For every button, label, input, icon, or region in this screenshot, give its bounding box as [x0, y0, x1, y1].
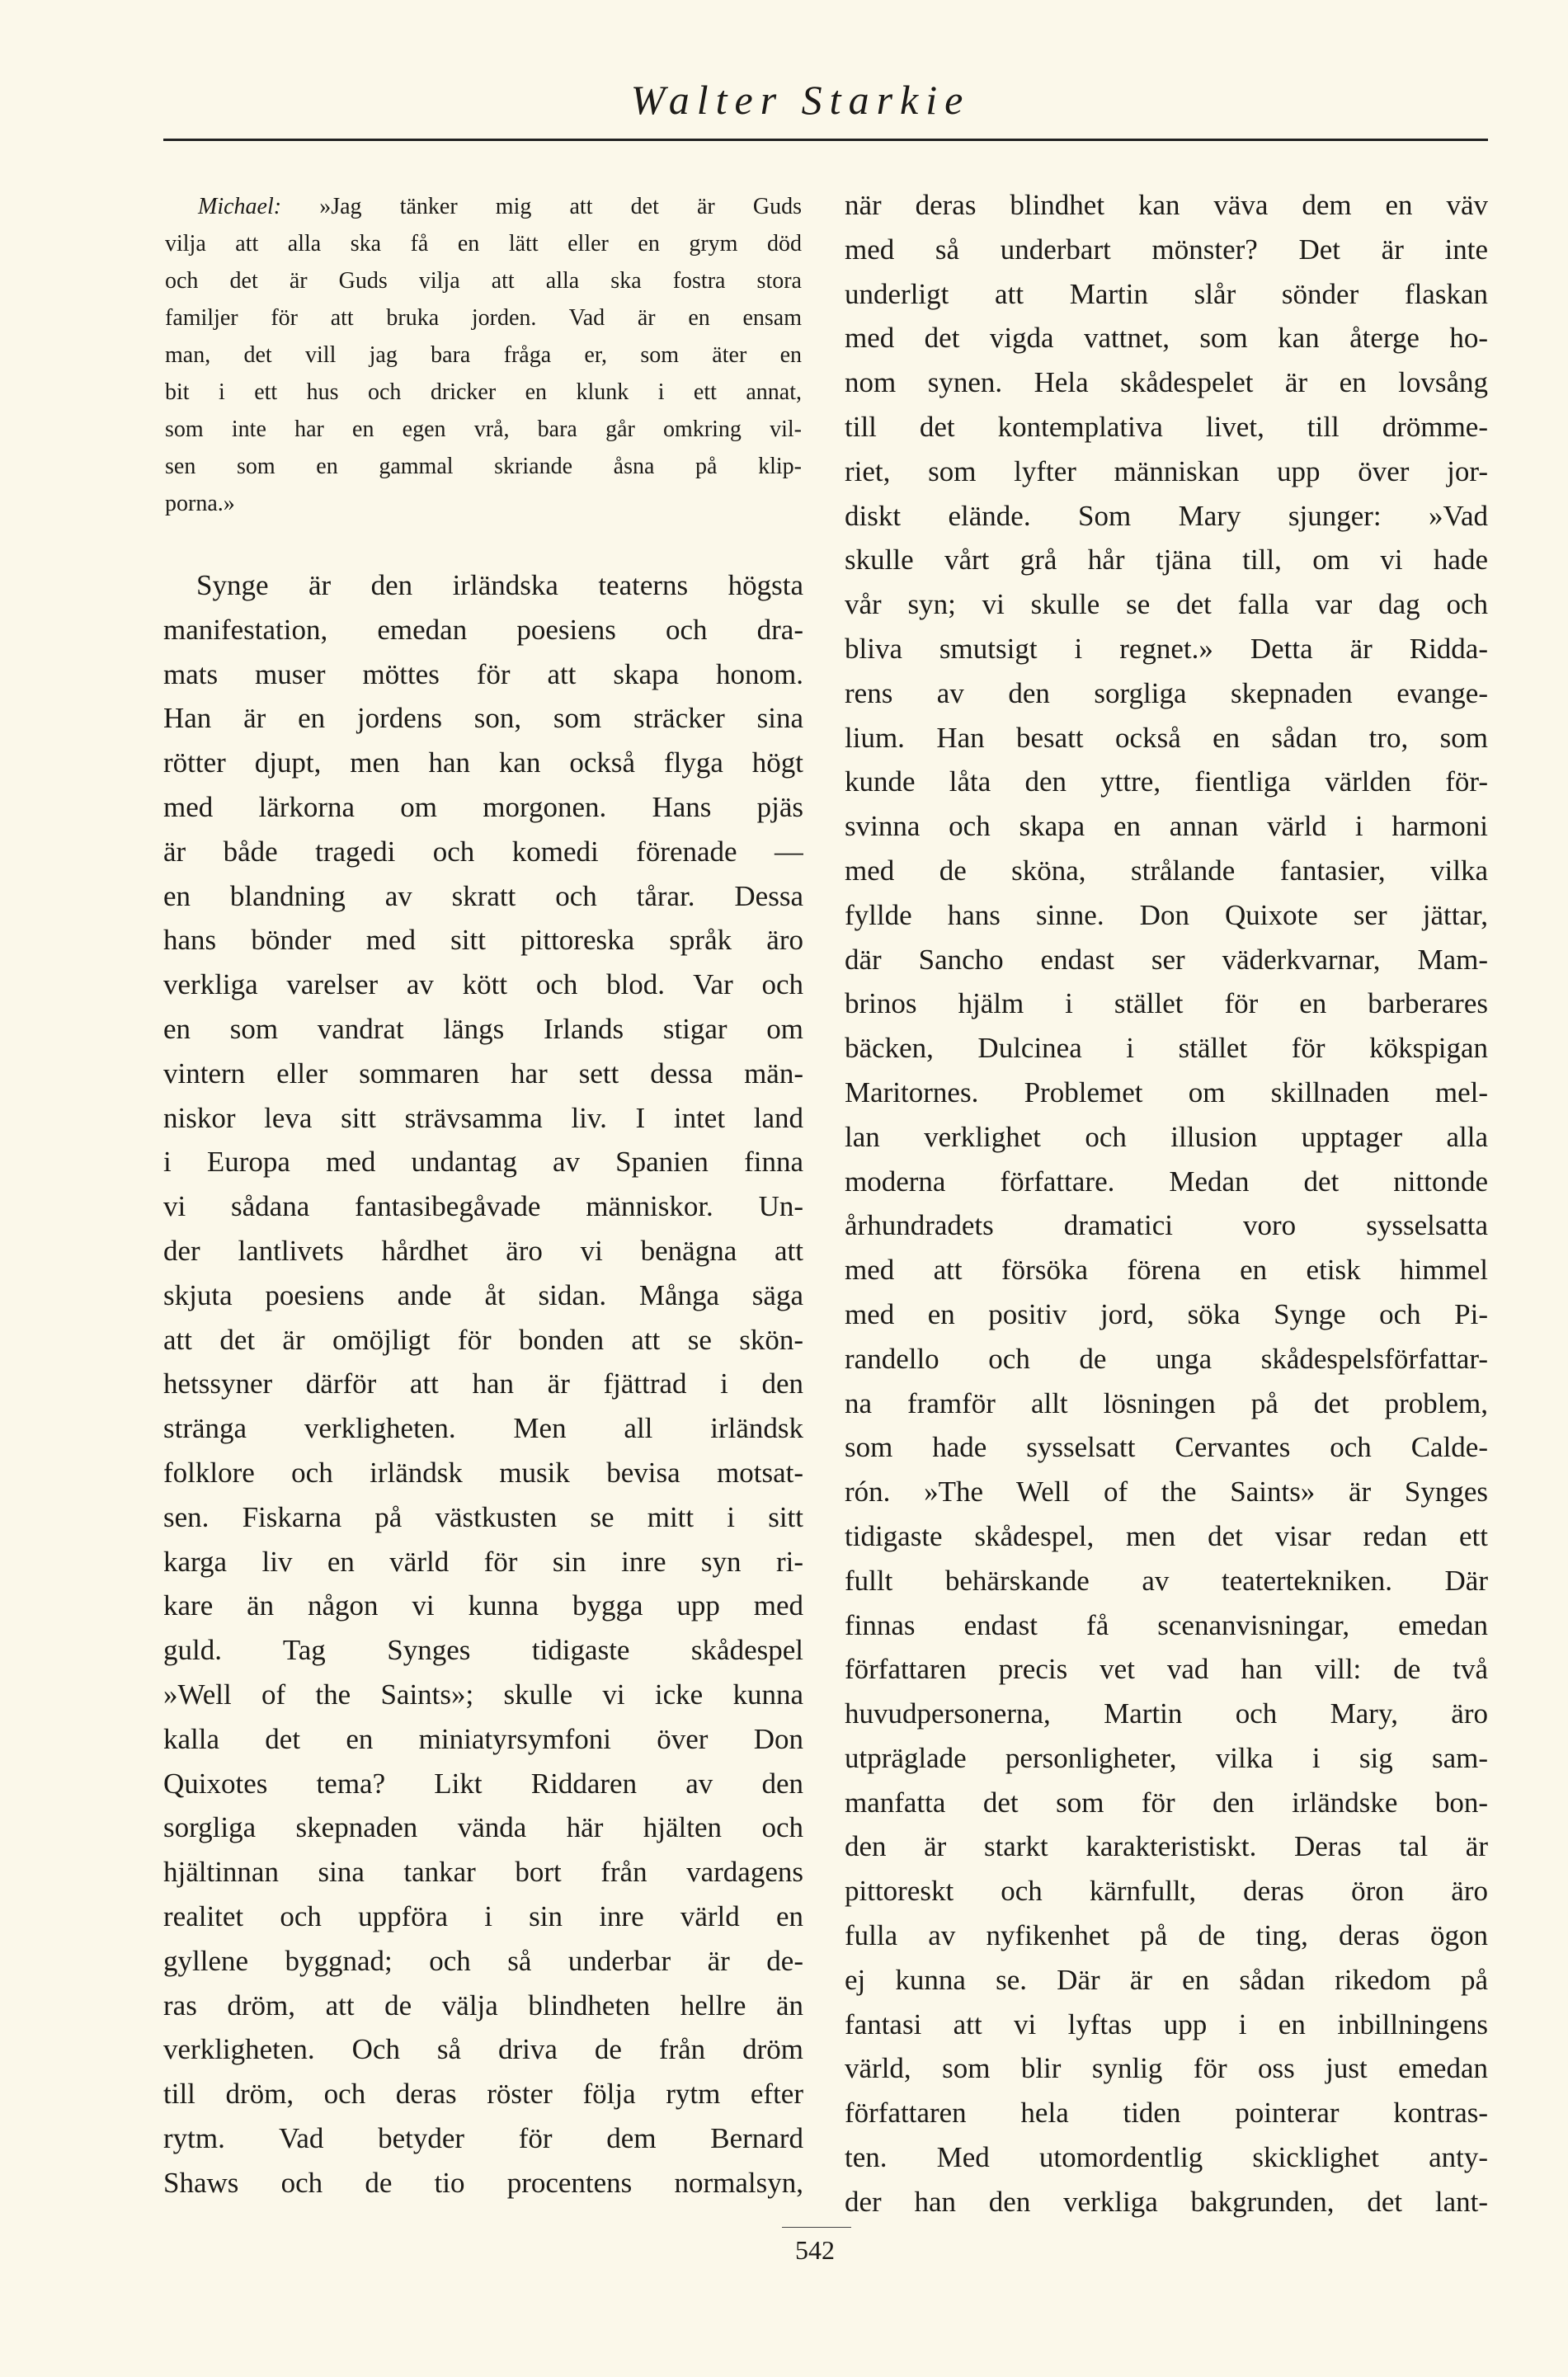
text-line: att det är omöjligt för bonden att se skön- [163, 1323, 803, 1356]
text-line: vintern eller sommaren har sett dessa män- [163, 1057, 803, 1090]
text-line: hans bönder med sitt pittoreska språk äro [163, 924, 803, 957]
text-line: brinos hjälm i stället för en barberares [845, 987, 1488, 1020]
text-line: lan verklighet och illusion upptager alla [845, 1120, 1488, 1153]
text-line: familjer för att bruka jorden. Vad är en ensam [165, 305, 802, 331]
text-line: sen som en gammal skriande åsna på klip- [165, 454, 802, 479]
text-line: na framför allt lösningen på det problem, [845, 1386, 1488, 1419]
text-line: ten. Med utomordentlig skicklighet anty- [845, 2141, 1488, 2174]
text-line: fantasi att vi lyftas upp i en inbillningens [845, 2008, 1488, 2040]
text-line: är både tragedi och komedi förenade — [163, 835, 803, 868]
text-line: kunde låta den yttre, fientliga världen för- [845, 765, 1488, 798]
text-line: författaren hela tiden pointerar kontras- [845, 2097, 1488, 2130]
quote-first-line: »Jag tänker mig att det är Guds [319, 194, 802, 219]
text-line: randello och de unga skådespelsförfattar- [845, 1342, 1488, 1375]
text-line: pittoreskt och kärnfullt, deras öron äro [845, 1875, 1488, 1908]
text-line: utpräglade personligheter, vilka i sig sam- [845, 1741, 1488, 1774]
text-line: ras dröm, att de välja blindheten hellre än [163, 1989, 803, 2022]
text-line: med lärkorna om morgonen. Hans pjäs [163, 790, 803, 823]
text-line: porna.» [165, 491, 235, 516]
text-line: ej kunna se. Där är en sådan rikedom på [845, 1963, 1488, 1996]
text-line: Synge är den irländska teaterns högsta [196, 569, 803, 601]
text-line: fulla av nyfikenhet på de ting, deras ögon [845, 1919, 1488, 1952]
text-line: med att försöka förena en etisk himmel [845, 1254, 1488, 1287]
quote-speaker: Michael: [198, 194, 282, 219]
text-line: »Well of the Saints»; skulle vi icke kunna [163, 1678, 803, 1711]
text-line: som inte har en egen vrå, bara går omkring vil- [165, 417, 802, 442]
text-line: författaren precis vet vad han vill: de två [845, 1653, 1488, 1686]
text-line: bliva smutsigt i regnet.» Detta är Ridda- [845, 632, 1488, 665]
quote-line [165, 188, 802, 225]
text-line: guld. Tag Synges tidigaste skådespel [163, 1634, 803, 1667]
text-line: i Europa med undantag av Spanien finna [163, 1146, 803, 1179]
text-line: när deras blindhet kan väva dem en väv [845, 189, 1488, 221]
text-line: riet, som lyfter människan upp över jor- [845, 454, 1488, 487]
text-line: sen. Fiskarna på västkusten se mitt i sitt [163, 1500, 803, 1533]
text-line: bäcken, Dulcinea i stället för kökspigan [845, 1032, 1488, 1065]
left-column [163, 563, 803, 2205]
text-line: som hade sysselsatt Cervantes och Calde- [845, 1431, 1488, 1464]
text-line: stränga verkligheten. Men all irländsk [163, 1412, 803, 1445]
running-header: Walter Starkie [630, 77, 971, 123]
text-line: mats muser möttes för att skapa honom. [163, 657, 803, 690]
text-line: med de sköna, strålande fantasier, vilka [845, 854, 1488, 887]
text-line: där Sancho endast ser väderkvarnar, Mam- [845, 943, 1488, 976]
text-line: och det är Guds vilja att alla ska fostra stora [165, 268, 802, 294]
text-line: gyllene byggnad; och så underbar är de- [163, 1944, 803, 1977]
text-line: med det vigda vattnet, som kan återge ho- [845, 322, 1488, 355]
text-line: en som vandrat längs Irlands stigar om [163, 1012, 803, 1045]
text-line: verkliga varelser av kött och blod. Var och [163, 968, 803, 1001]
text-line: fyllde hans sinne. Don Quixote ser jättar, [845, 898, 1488, 931]
text-line: kalla det en miniatyrsymfoni över Don [163, 1722, 803, 1755]
text-line: manfatta det som för den irländske bon- [845, 1786, 1488, 1819]
text-line: fullt behärskande av teatertekniken. Där [845, 1564, 1488, 1597]
page-number: 542 [795, 2235, 835, 2265]
text-line: till det kontemplativa livet, till drömme- [845, 410, 1488, 443]
text-line: den är starkt karakteristiskt. Deras tal är [845, 1830, 1488, 1863]
text-line: verkligheten. Och så driva de från dröm [163, 2033, 803, 2066]
text-line: rens av den sorgliga skepnaden evange- [845, 676, 1488, 709]
text-line: tidigaste skådespel, men det visar redan ett [845, 1519, 1488, 1552]
page-number-rule [782, 2227, 851, 2228]
text-line: århundradets dramatici voro sysselsatta [845, 1209, 1488, 1242]
text-line: diskt elände. Som Mary sjunger: »Vad [845, 499, 1488, 532]
text-line: vilja att alla ska få en lätt eller en grym död [165, 231, 802, 257]
text-line: rötter djupt, men han kan också flyga högt [163, 746, 803, 779]
text-line: med så underbart mönster? Det är inte [845, 233, 1488, 266]
text-line: till dröm, och deras röster följa rytm efter [163, 2078, 803, 2111]
text-line: realitet och uppföra i sin inre värld en [163, 1899, 803, 1932]
text-line: vi sådana fantasibegåvade människor. Un- [163, 1190, 803, 1223]
text-line: med en positiv jord, söka Synge och Pi- [845, 1297, 1488, 1330]
text-line: folklore och irländsk musik bevisa motsat- [163, 1456, 803, 1489]
text-line: Quixotes tema? Likt Riddaren av den [163, 1767, 803, 1800]
text-line: hjältinnan sina tankar bort från vardagens [163, 1856, 803, 1889]
text-line: moderna författare. Medan det nittonde [845, 1165, 1488, 1198]
text-line: Han är en jordens son, som sträcker sina [163, 702, 803, 735]
text-line: underligt att Martin slår sönder flaskan [845, 277, 1488, 310]
text-line: vår syn; vi skulle se det falla var dag och [845, 588, 1488, 621]
quote-block [165, 188, 802, 522]
text-line: der lantlivets hårdhet äro vi benägna att [163, 1234, 803, 1267]
text-line: en blandning av skratt och tårar. Dessa [163, 879, 803, 912]
right-column [845, 183, 1488, 2224]
text-line: finnas endast få scenanvisningar, emedan [845, 1608, 1488, 1641]
text-line: skjuta poesiens ande åt sidan. Många säga [163, 1278, 803, 1311]
text-line: bit i ett hus och dricker en klunk i ett annat, [165, 379, 802, 405]
text-line: sorgliga skepnaden vända här hjälten och [163, 1811, 803, 1844]
text-line: Shaws och de tio procentens normalsyn, [163, 2166, 803, 2199]
text-line: nom synen. Hela skådespelet är en lovsång [845, 366, 1488, 399]
text-line: rytm. Vad betyder för dem Bernard [163, 2121, 803, 2154]
text-line: svinna och skapa en annan värld i harmoni [845, 810, 1488, 843]
text-line: manifestation, emedan poesiens och dra- [163, 613, 803, 646]
header-rule [163, 139, 1488, 141]
text-line: rón. »The Well of the Saints» är Synges [845, 1476, 1488, 1509]
text-line: niskor leva sitt strävsamma liv. I intet land [163, 1101, 803, 1134]
text-line: skulle vårt grå hår tjäna till, om vi hade [845, 544, 1488, 577]
text-line: lium. Han besatt också en sådan tro, som [845, 721, 1488, 754]
text-line: kare än någon vi kunna bygga upp med [163, 1589, 803, 1622]
text-line: hetssyner därför att han är fjättrad i den [163, 1367, 803, 1400]
text-line: karga liv en värld för sin inre syn ri- [163, 1545, 803, 1578]
text-line: huvudpersonerna, Martin och Mary, äro [845, 1697, 1488, 1730]
text-line: man, det vill jag bara fråga er, som äter en [165, 342, 802, 368]
text-line: Maritornes. Problemet om skillnaden mel- [845, 1076, 1488, 1108]
text-line: värld, som blir synlig för oss just emedan [845, 2052, 1488, 2085]
text-line: der han den verkliga bakgrunden, det lant- [845, 2185, 1488, 2218]
